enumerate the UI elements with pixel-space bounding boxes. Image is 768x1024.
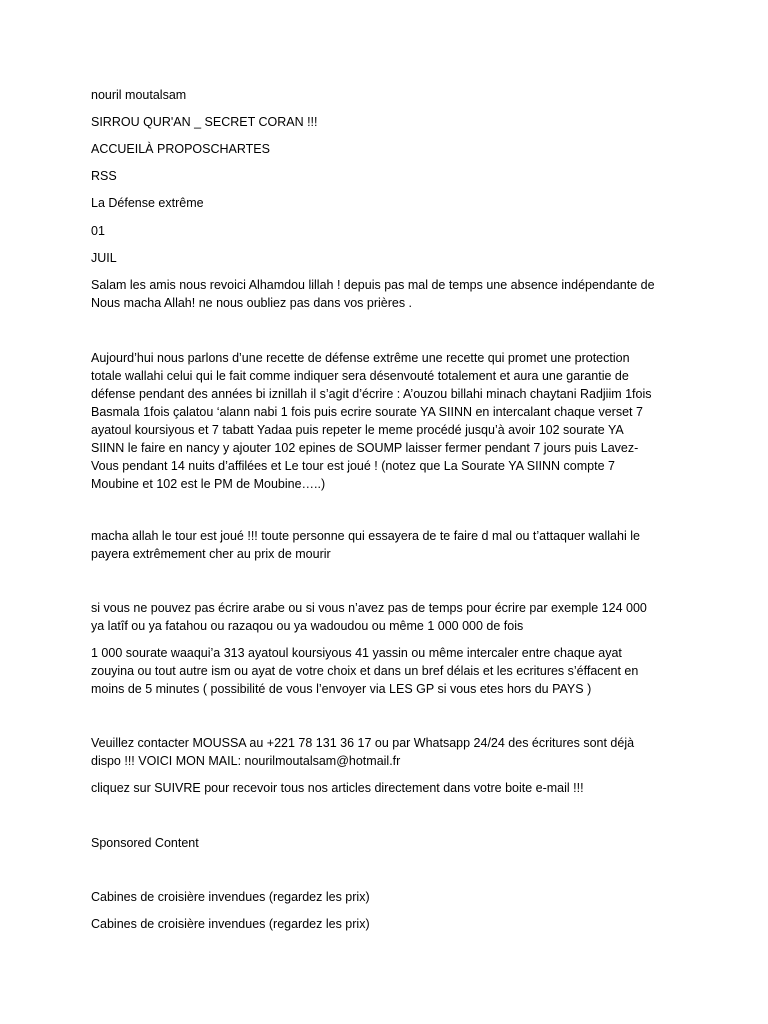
site-name: nouril moutalsam — [91, 88, 187, 102]
follow-paragraph: cliquez sur SUIVRE pour recevoir tous nos articles directement dans votre boite e-mail !!! — [91, 781, 584, 795]
intro-paragraph: Salam les amis nous revoici Alhamdou lillah ! depuis pas mal de temps une absence indépendante de Nous macha Allah! ne nous oubliez pas dans vos prières . — [91, 278, 655, 310]
rss-label: RSS — [91, 169, 117, 183]
post-title: La Défense extrême — [91, 196, 204, 210]
sponsored-link[interactable]: Cabines de croisière invendues (regardez les prix) — [91, 890, 370, 904]
sponsored-link[interactable]: Cabines de croisière invendues (regardez les prix) — [91, 917, 370, 931]
blog-title: SIRROU QUR'AN _ SECRET CORAN !!! — [91, 115, 318, 129]
sponsored-heading: Sponsored Content — [91, 836, 199, 850]
nav-links: ACCUEILÀ PROPOSCHARTES — [91, 142, 270, 156]
post-date-month: JUIL — [91, 251, 117, 265]
post-date-day: 01 — [91, 224, 105, 238]
contact-paragraph: Veuillez contacter MOUSSA au +221 78 131 36 17 ou par Whatsapp 24/24 des écritures sont déjà dispo !!! VOICI MON MAIL: nourilmoutalsam@hotmail.fr — [91, 736, 635, 768]
warning-paragraph: macha allah le tour est joué !!! toute personne qui essayera de te faire d mal ou t’attaquer wallahi le payera extrêmement cher au prix de mourir — [91, 529, 640, 561]
offer-paragraph-1: si vous ne pouvez pas écrire arabe ou si vous n’avez pas de temps pour écrire par exemple 124 000 ya latîf ou ya fatahou ou razaqou ou ya wadoudou ou même 1 000 000 de fois — [91, 601, 647, 633]
recipe-paragraph: Aujourd’hui nous parlons d’une recette de défense extrême une recette qui promet une protection totale wallahi celui qui le fait comme indiquer sera désenvouté totalement et aura une garantie de défense pendant des années bi iznillah il s’agit d’écrire : A’ouzou billahi minach chaytani Radjiim 1fois Basmala 1fois çalatou ‘alann nabi 1 fois puis ecrire sourate YA SIINN en intercalant chaque verset 7 ayatoul koursiyous et 7 tabatt Yadaa puis repeter le meme procédé jusqu’à avoir 102 sourate YA SIINN le faire en nancy y ajouter 102 epines de SOUMP laisser fermer pendant 7 jours puis Lavez- Vous pendant 14 nuits d’affilées et Le tour est joué ! (notez que La Sourate YA SIINN compte 7 Moubine et 102 est le PM de Moubine…..) — [91, 351, 652, 491]
offer-paragraph-2: 1 000 sourate waaqui’a 313 ayatoul koursiyous 41 yassin ou même intercaler entre chaque ayat zouyina ou tout autre ism ou ayat de votre choix et dans un bref délais et les ecritures s’éffacent en moins de 5 minutes ( possibilité de vous l’envoyer via LES GP si vous etes hors du PAYS ) — [91, 646, 639, 696]
